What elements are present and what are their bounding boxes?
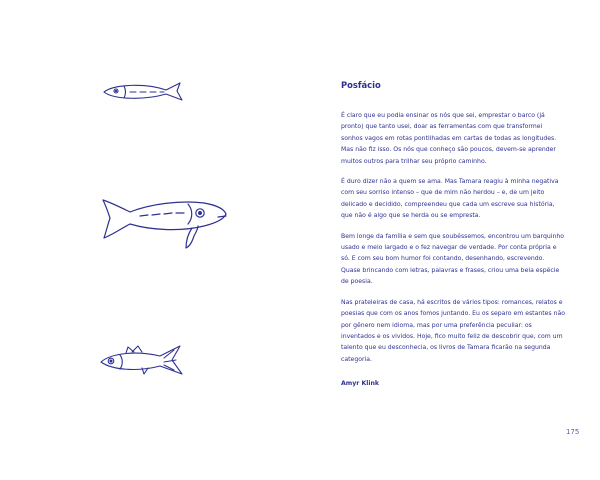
paragraph-3: Bem longe da família e sem que soubéssemos, encontrou um barquinho usado e meio largado e o fez navegar de verdade. Por conta própria e só. E com seu bom humor foi contando, desenhando, escrevendo. Quase brincando com letras, palavras e frases, criou uma bela espécie de poesia. bbox=[341, 232, 564, 286]
fish-illustration-bottom bbox=[98, 340, 188, 380]
paragraph-2: É duro dizer não a quem se ama. Mas Tamara reagiu à minha negativa com seu sorriso intenso – que de mim não herdou – e, de um jeito delicado e decidido, compreendeu que cada um escreve sua história, que não é algo que se herda ou se empresta. bbox=[341, 178, 559, 220]
afterword-column bbox=[341, 79, 565, 390]
paragraph-4: Nas prateleiras de casa, há escritos de vários tipos: romances, relatos e poesias que com os anos fomos juntando. Eu os separo em estantes não por gênero nem idioma, mas por uma preferência peculiar: os inventados e os vividos. Hoje, fico muito feliz de descobrir que, com um talento que eu desconhecia, os livros de Tamara ficarão na segunda categoria. bbox=[341, 298, 565, 363]
fish-illustration-small bbox=[100, 78, 186, 106]
page-number: 175 bbox=[566, 428, 580, 436]
author-signature: Amyr Klink bbox=[341, 380, 380, 388]
page-title: Posfácio bbox=[341, 80, 381, 90]
paragraph-1: É claro que eu podia ensinar os nós que sei, emprestar o barco (já pronto) que tanto usei, doar as ferramentas com que transformei sonhos vagos em rotas pontilhadas em cartas de todas as longitudes. Mas não fiz isso. Os nós que conheço são poucos, devem-se aprender muitos outros para trilhar seu próprio caminho. bbox=[341, 112, 557, 165]
fish-illustration-large bbox=[100, 192, 232, 252]
